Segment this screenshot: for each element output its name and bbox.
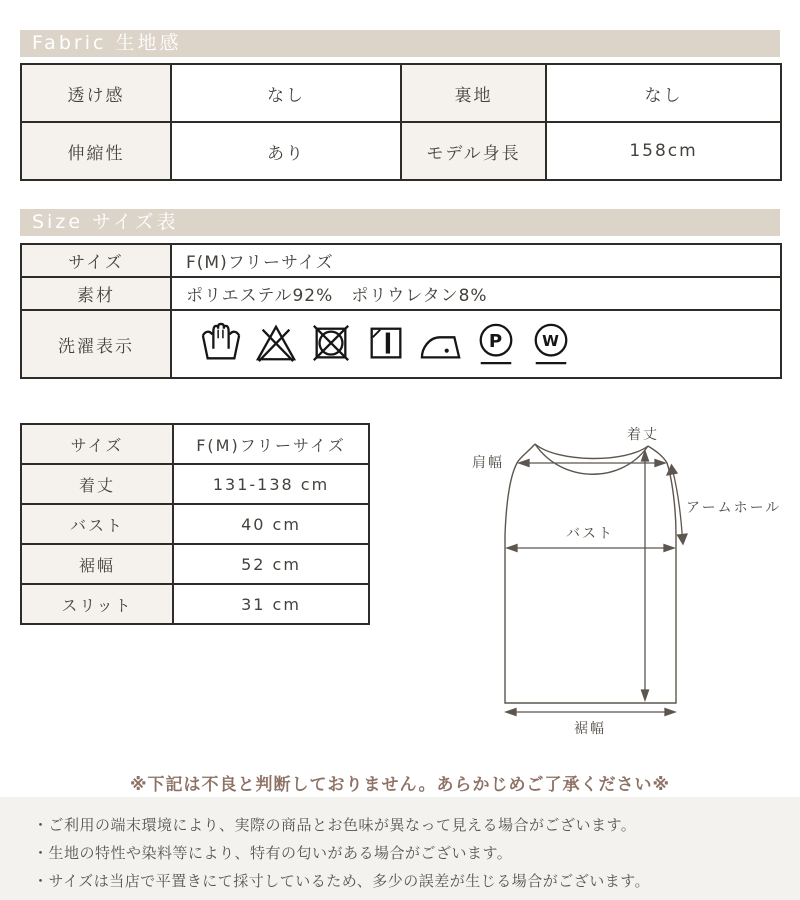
measure-label-hem: 裾幅 [21,544,173,584]
table-row [21,277,781,310]
fabric-label-model-height: モデル身長 [401,122,546,180]
do-not-tumble-dry-icon [310,321,352,367]
spec-label-care: 洗濯表示 [21,310,171,378]
spec-label-material: 素材 [21,277,171,310]
measure-value-size: F(M)フリーサイズ [173,424,369,464]
garment-outline [505,444,676,703]
footer-notes [0,797,800,900]
measurement-table [20,423,370,625]
diagram-label-bust: バスト [566,526,614,542]
spec-value-material: ポリエステル92% ポリウレタン8% [171,277,781,310]
hand-wash-icon [200,321,242,367]
measure-label-bust: バスト [21,504,173,544]
fabric-value-sheerness: なし [171,64,401,122]
spec-label-size: サイズ [21,244,171,277]
measure-value-hem: 52 cm [173,544,369,584]
fabric-table [20,63,782,181]
w-letter: W [542,331,560,350]
bust-arrow [507,545,674,552]
fabric-label-sheerness: 透け感 [21,64,171,122]
table-row [21,64,781,122]
table-row [21,464,369,504]
wet-clean-gentle-icon [530,321,572,367]
table-row [21,504,369,544]
size-section-header [20,209,780,236]
notice-headline: ※下記は不良と判断しておりません。あらかじめご了承ください※ [129,775,671,795]
footer-note-measurement: ・サイズは当店で平置きにて採寸しているため、多少の誤差が生じる場合がございます。 [33,872,651,890]
table-row [21,584,369,624]
iron-low-icon [420,321,462,367]
footer-note-color: ・ご利用の端末環境により、実際の商品とお色味が異なって見える場合がございます。 [33,816,637,834]
length-arrow [642,451,649,700]
garment-measurement-diagram [430,415,790,765]
fabric-section-header [20,30,780,57]
footer-note-smell: ・生地の特性や染料等により、特有の匂いがある場合がございます。 [33,844,513,862]
table-row [21,122,781,180]
spec-table [20,243,782,379]
care-symbols [186,321,779,367]
diagram-label-length: 着丈 [627,427,659,443]
measure-label-slit: スリット [21,584,173,624]
do-not-bleach-icon [255,321,297,367]
fabric-section-title: Fabric 生地感 [32,32,182,54]
fabric-value-stretch: あり [171,122,401,180]
size-section-title: Size サイズ表 [32,211,179,233]
measure-label-size: サイズ [21,424,173,464]
measure-value-slit: 31 cm [173,584,369,624]
fabric-value-model-height: 158cm [546,122,781,180]
measure-label-length: 着丈 [21,464,173,504]
table-row [21,424,369,464]
table-row [21,310,781,378]
measure-value-length: 131-138 cm [173,464,369,504]
dry-clean-p-gentle-icon [475,321,517,367]
hem-width-arrow [506,709,675,716]
p-letter: P [488,330,504,352]
measure-value-bust: 40 cm [173,504,369,544]
fabric-value-lining: なし [546,64,781,122]
spec-value-care [171,310,781,378]
shade-line-dry-icon [365,321,407,367]
fabric-label-stretch: 伸縮性 [21,122,171,180]
diagram-label-shoulder: 肩幅 [472,455,504,471]
table-row [21,244,781,277]
diagram-label-armhole: アームホール [686,500,782,516]
spec-value-size: F(M)フリーサイズ [171,244,781,277]
table-row [21,544,369,584]
fabric-label-lining: 裏地 [401,64,546,122]
diagram-label-hem: 裾幅 [574,721,606,737]
